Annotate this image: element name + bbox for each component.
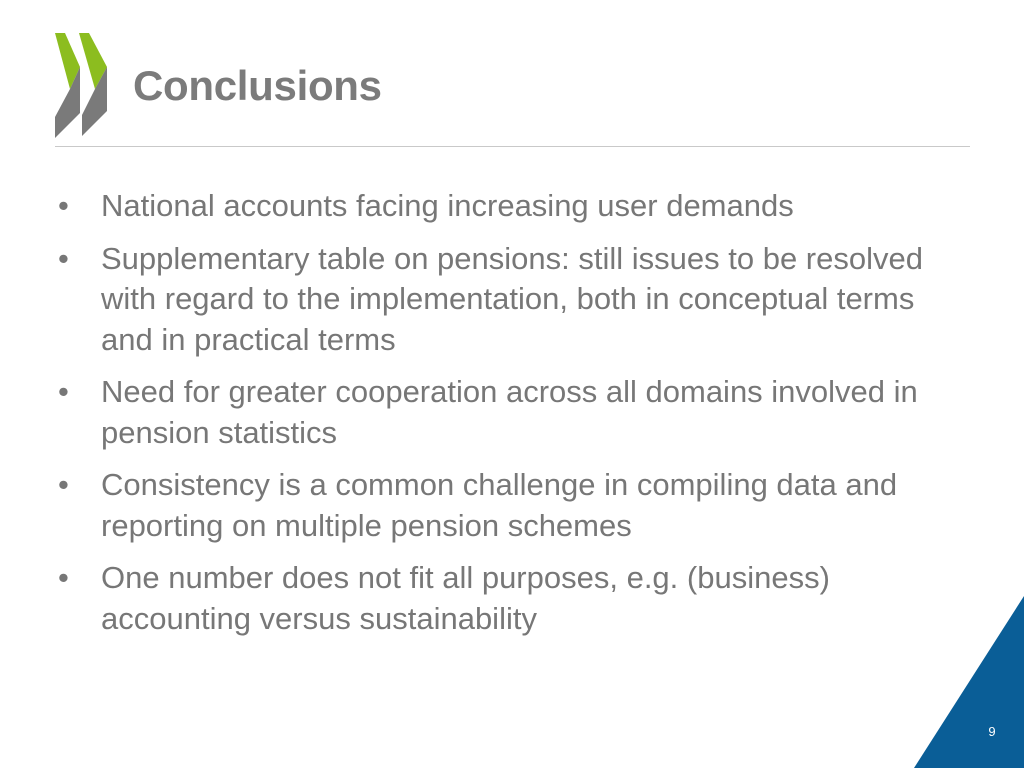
slide-title: Conclusions (133, 62, 382, 109)
bullet-item (58, 372, 938, 453)
title-divider (55, 146, 970, 147)
bullet-text: Supplementary table on pensions: still issues to be resolved with regard to the implementation, both in conceptual terms and in practical terms (101, 240, 923, 357)
bullet-text: Consistency is a common challenge in compiling data and reporting on multiple pension schemes (101, 467, 898, 543)
bullet-marker: • (58, 374, 69, 409)
bullet-marker: • (58, 560, 69, 595)
blue-corner-triangle (914, 596, 1024, 768)
bullet-item (58, 239, 938, 361)
bullet-marker: • (58, 240, 69, 276)
bullet-item (58, 465, 938, 546)
oecd-chevron-logo-icon (55, 33, 111, 141)
bullet-list (58, 186, 938, 651)
bullet-item (58, 558, 938, 639)
bullet-marker: • (58, 467, 69, 502)
bullet-item (58, 186, 938, 227)
bullet-marker: • (58, 188, 69, 223)
page-number: 9 (988, 724, 996, 739)
bullet-text: Need for greater cooperation across all domains involved in pension statistics (101, 374, 918, 450)
bullet-text: One number does not fit all purposes, e.g. (business) accounting versus sustainability (101, 560, 830, 636)
bullet-text: National accounts facing increasing user demands (101, 188, 794, 223)
